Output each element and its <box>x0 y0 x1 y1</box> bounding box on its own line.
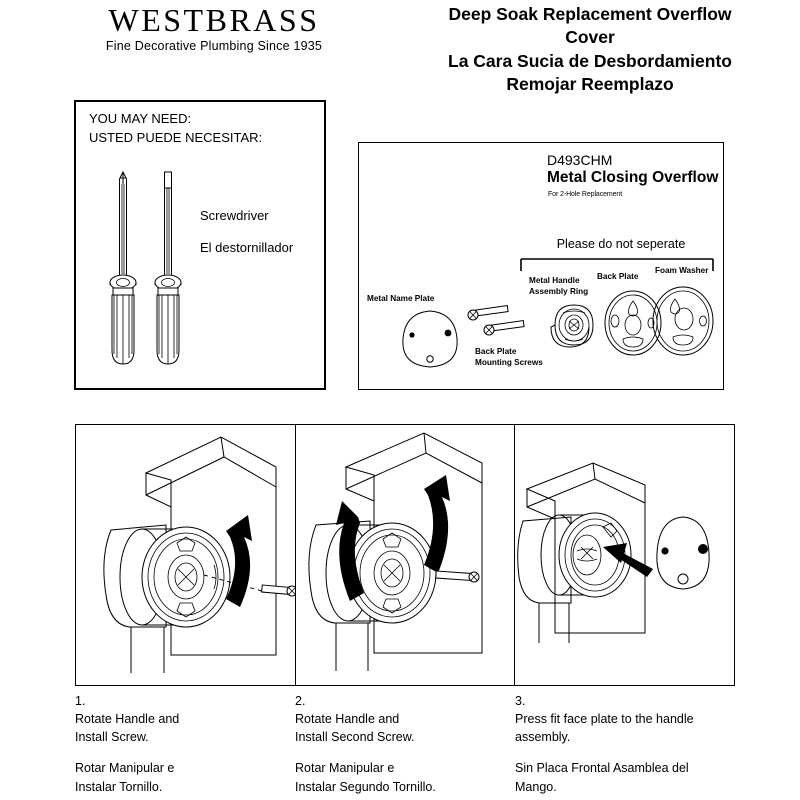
phillips-screwdriver-icon <box>110 172 136 364</box>
product-subtitle: For 2-Hole Replacement <box>548 191 623 198</box>
step-2-text-es-2: Instalar Segundo Tornillo. <box>295 779 436 794</box>
brand-tagline: Fine Decorative Plumbing Since 1935 <box>105 38 323 53</box>
step-3-illustration <box>515 425 734 685</box>
page-title <box>384 3 796 96</box>
product-name: Metal Closing Overflow <box>547 169 719 186</box>
rotation-arrow-clockwise <box>226 515 252 607</box>
step-2-illustration <box>296 425 516 685</box>
brand-logo <box>64 4 364 53</box>
title-line-4: Remojar Reemplazo <box>506 73 674 94</box>
screw-1 <box>468 306 508 320</box>
parts-illustration <box>359 143 723 389</box>
step-2-text-en-2: Install Second Screw. <box>295 730 415 745</box>
foam-washer-label: Foam Washer <box>655 266 709 275</box>
step-3-text-en-2: assembly. <box>515 730 571 745</box>
do-not-separate-note: Please do not seperate <box>556 237 686 251</box>
step-1-text-en-1: Rotate Handle and <box>75 712 180 727</box>
step-1-illustration <box>76 425 296 685</box>
installed-screw <box>435 571 478 582</box>
step-2-caption <box>295 692 515 796</box>
face-plate <box>657 517 709 589</box>
tool-label-en: Screwdriver <box>200 208 269 223</box>
step-captions <box>75 692 755 796</box>
rotation-arrow-right <box>424 475 450 573</box>
tools-required-box <box>74 100 326 390</box>
step-3-text-es-2: Mango. <box>515 779 557 794</box>
step-2-number: 2. <box>295 694 306 708</box>
tools-box-heading <box>89 110 262 148</box>
foam-washer-part <box>653 266 713 355</box>
overflow-assembly <box>120 527 230 627</box>
name-plate-label: Metal Name Plate <box>367 294 435 303</box>
mounting-screws-part <box>468 306 543 367</box>
step-1-number: 1. <box>75 694 86 708</box>
mounting-screws-label-2: Mounting Screws <box>475 358 543 367</box>
tool-labels <box>200 200 293 264</box>
title-line-1: Deep Soak Replacement Overflow <box>448 4 732 24</box>
back-plate-part <box>597 272 661 355</box>
steps-panel <box>75 424 735 686</box>
handle-ring-label-2: Assembly Ring <box>529 287 589 296</box>
back-plate-label: Back Plate <box>597 272 639 281</box>
tool-label-es: El destornillador <box>200 239 294 255</box>
tools-heading-es: USTED PUEDE NECESITAR: <box>89 129 263 145</box>
model-number: D493CHM <box>547 152 613 168</box>
step-3-text-es-1: Sin Placa Frontal Asamblea del <box>515 761 689 776</box>
parts-diagram-box <box>358 142 724 390</box>
handle-ring-label-1: Metal Handle <box>529 276 580 285</box>
title-line-2: Cover <box>565 27 615 48</box>
step-1-text-en-2: Install Screw. <box>75 730 149 745</box>
mounting-screws-label-1: Back Plate <box>475 347 517 356</box>
step-1-text-es-2: Instalar Tornillo. <box>75 779 163 794</box>
brand-name: WESTBRASS <box>108 2 320 38</box>
step-1-caption <box>75 692 295 796</box>
screwdrivers-illustration <box>100 154 205 384</box>
step-2-text-en-1: Rotate Handle and <box>295 712 400 727</box>
step-3-caption <box>515 692 755 796</box>
step-3-number: 3. <box>515 694 526 708</box>
tools-heading-en: YOU MAY NEED: <box>89 111 192 126</box>
screw-2 <box>484 321 524 335</box>
step-2-text-es-1: Rotar Manipular e <box>295 761 395 776</box>
metal-name-plate-part <box>367 294 457 367</box>
step-3-text-en-1: Press fit face plate to the handle <box>515 712 694 727</box>
step-1-text-es-1: Rotar Manipular e <box>75 761 175 776</box>
flathead-screwdriver-icon <box>155 172 181 364</box>
title-line-3: La Cara Sucia de Desbordamiento <box>448 50 732 71</box>
handle-assembly-ring-part <box>529 276 593 347</box>
